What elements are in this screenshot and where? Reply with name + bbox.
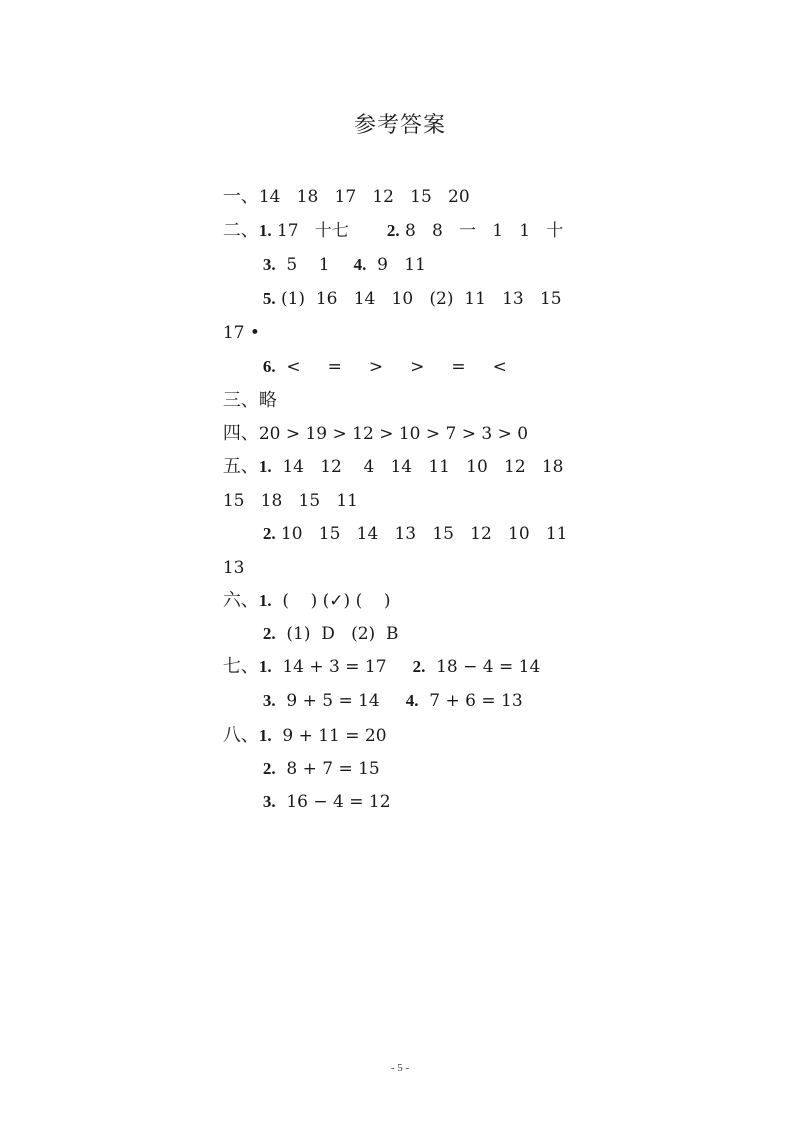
answer-text: 略 bbox=[258, 390, 277, 411]
answer-text: 7 + 6 = 13 bbox=[418, 691, 523, 711]
question-number: 4. bbox=[405, 691, 419, 710]
answer-text: 18 − 4 = 14 bbox=[425, 657, 541, 677]
answer-text: (1) 16 14 10 (2) 11 13 15 bbox=[275, 289, 562, 309]
answer-text: 8 + 7 = 15 bbox=[275, 759, 380, 779]
answer-text: 8 8 一 1 1 十 bbox=[399, 221, 564, 241]
section-label: 七、 bbox=[222, 656, 259, 677]
section-label: 一、 bbox=[222, 186, 259, 207]
section-label: 五、 bbox=[222, 456, 259, 477]
answer-text: 20 > 19 > 12 > 10 > 7 > 3 > 0 bbox=[258, 424, 529, 444]
answer-text: 14 18 17 12 15 20 bbox=[258, 187, 470, 207]
answer-line-6 bbox=[252, 334, 507, 378]
question-number: 4. bbox=[353, 255, 367, 274]
section-label: 三、 bbox=[222, 390, 259, 411]
question-number: 1. bbox=[258, 726, 272, 745]
answer-text: 17 十七 bbox=[271, 221, 349, 241]
answer-text: 9 11 bbox=[366, 255, 426, 275]
question-number: 2. bbox=[262, 524, 276, 543]
question-number: 3. bbox=[262, 255, 276, 274]
question-number: 2. bbox=[412, 657, 426, 676]
question-number: 1. bbox=[258, 221, 272, 240]
question-number: 2. bbox=[262, 759, 276, 778]
section-label: 六、 bbox=[222, 590, 259, 611]
answer-line-19 bbox=[252, 769, 391, 813]
page-title: 参考答案 bbox=[353, 113, 446, 138]
answer-text: 10 15 14 13 15 12 10 11 bbox=[275, 524, 568, 544]
answer-text: (1) D (2) B bbox=[275, 624, 399, 644]
question-number: 6. bbox=[262, 357, 276, 376]
answer-text: 9 + 5 = 14 bbox=[275, 691, 380, 711]
answer-text: 17 • bbox=[222, 323, 260, 343]
answer-line-11 bbox=[252, 501, 568, 545]
answer-text: 13 bbox=[222, 558, 245, 578]
answer-text: 15 18 15 11 bbox=[222, 491, 358, 511]
section-label: 四、 bbox=[222, 423, 259, 444]
answer-text: 14 12 4 14 11 10 12 18 bbox=[271, 457, 564, 477]
question-number: 1. bbox=[258, 657, 272, 676]
answer-text: 16 − 4 = 12 bbox=[275, 792, 391, 812]
question-number: 2. bbox=[262, 624, 276, 643]
answer-text: 14 + 3 = 17 bbox=[271, 657, 387, 677]
question-number: 1. bbox=[258, 591, 272, 610]
answer-line-4 bbox=[252, 266, 562, 310]
section-label: 二、 bbox=[222, 220, 259, 241]
question-number: 3. bbox=[262, 792, 276, 811]
answer-text: 5 1 bbox=[275, 255, 330, 275]
answer-text: ( ) (✓) ( ) bbox=[271, 591, 391, 611]
page-number: - 5 - bbox=[390, 1062, 410, 1074]
answer-text: 9 + 11 = 20 bbox=[271, 726, 387, 746]
question-number: 1. bbox=[258, 457, 272, 476]
answer-text: < = > > = < bbox=[275, 357, 507, 377]
section-label: 八、 bbox=[222, 725, 259, 746]
question-number: 5. bbox=[262, 289, 276, 308]
question-number: 3. bbox=[262, 691, 276, 710]
question-number: 2. bbox=[386, 221, 400, 240]
